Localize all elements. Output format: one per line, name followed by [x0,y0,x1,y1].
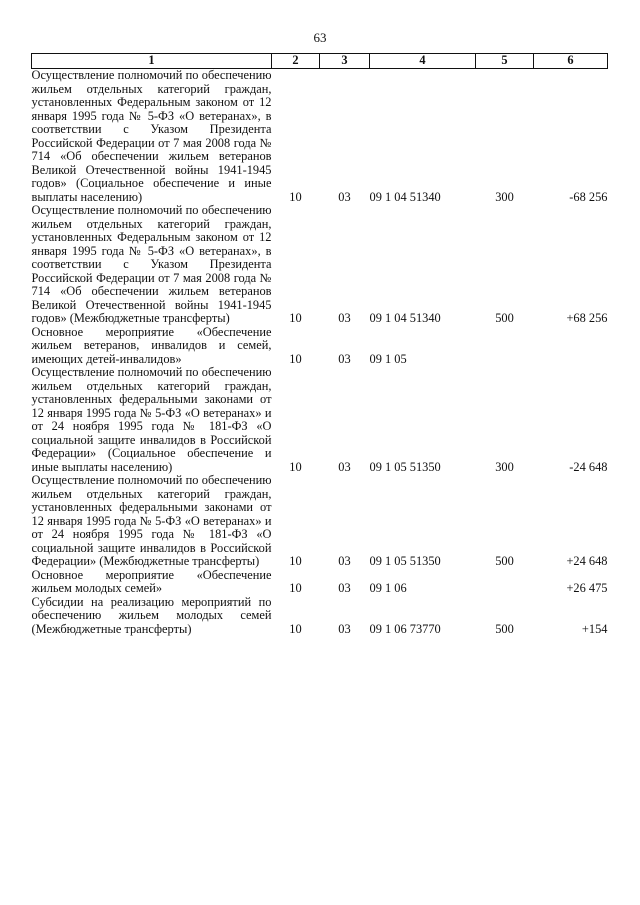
row-amount [534,326,608,367]
table-header-row [32,54,608,69]
row-subsection: 03 [338,189,351,204]
row-target-code: 09 1 05 [369,351,407,366]
row-subsection: 03 [338,351,351,366]
row-description: Основное мероприятие «Обеспечение жильем молодых семей» [31,567,272,595]
row-description: Основное мероприятие «Обеспечение жильем ветеранов, инвалидов и семей, имеющих детей-инвалидов» [31,324,272,366]
row-subsection: 03 [338,581,351,595]
row-expense-type [476,569,534,596]
row-section: 10 [289,459,302,474]
row-section: 10 [289,621,302,636]
row-target-code: 09 1 04 51340 [369,189,441,204]
row-target-code: 09 1 06 73770 [369,621,441,636]
row-amount: -68 256 [569,189,608,204]
row-expense-type: 500 [495,554,514,568]
row-expense-type [476,326,534,367]
row-target-code: 09 1 06 [369,581,407,595]
row-description: Осуществление полномочий по обеспечению жильем отдельных категорий граждан, установленных федеральными законами от 12 января 1995 года № 5-ФЗ «О ветеранах» и от 24 ноября 1995 года № 181-ФЗ «О социальной защите инвалидов в Российской Федерации» (Социальное обеспечение и иные выплаты населению) [31,365,272,474]
row-expense-type: 500 [495,621,514,636]
table-row [32,204,608,326]
table-row [32,474,608,569]
column-header-1: 1 [32,54,272,69]
row-subsection: 03 [338,621,351,636]
row-expense-type: 300 [495,189,514,204]
row-amount: +24 648 [566,554,608,568]
column-header-6: 6 [534,54,608,69]
column-header-4: 4 [370,54,476,69]
row-subsection: 03 [338,311,351,325]
column-header-5: 5 [476,54,534,69]
row-section: 10 [289,351,302,366]
row-expense-type: 500 [495,311,514,325]
row-amount: +68 256 [566,311,608,325]
table-row [32,569,608,596]
column-header-3: 3 [320,54,370,69]
column-header-2: 2 [272,54,320,69]
row-target-code: 09 1 04 51340 [369,311,441,325]
budget-table [31,53,608,636]
row-subsection: 03 [338,459,351,474]
row-target-code: 09 1 05 51350 [369,459,441,474]
row-target-code: 09 1 05 51350 [369,554,441,568]
row-amount: +26 475 [566,581,608,595]
row-amount: +154 [581,621,608,636]
row-amount: -24 648 [569,459,608,474]
row-section: 10 [289,189,302,204]
row-section: 10 [289,581,302,595]
table-row [32,366,608,474]
row-expense-type: 300 [495,459,514,474]
row-description: Осуществление полномочий по обеспечению жильем отдельных категорий граждан, установленных Федеральным законом от 12 января 1995 года № 5-ФЗ «О ветеранах», в соответствии с Указом Президента Российской Федерации от 7 мая 2008 года № 714 «Об обеспечении жильем ветеранов Великой Отечественной войны 1941-1945 годов» (Социальное обеспечение и иные выплаты населению) [31,68,272,204]
row-description: Осуществление полномочий по обеспечению жильем отдельных категорий граждан, установленных Федеральным законом от 12 января 1995 года № 5-ФЗ «О ветеранах», в соответствии с Указом Президента Российской Федерации от 7 мая 2008 года № 714 «Об обеспечении жильем ветеранов Великой Отечественной войны 1941-1945 годов» (Межбюджетные трансферты) [31,203,272,325]
row-description: Осуществление полномочий по обеспечению жильем отдельных категорий граждан, установленных федеральными законами от 12 января 1995 года № 5-ФЗ «О ветеранах» и от 24 ноября 1995 года № 181-ФЗ «О социальной защите инвалидов в Российской Федерации» (Межбюджетные трансферты) [31,473,272,568]
table-row [32,596,608,637]
page-number: 63 [313,30,327,45]
row-description: Субсидии на реализацию мероприятий по обеспечению жильем молодых семей (Межбюджетные трансферты) [31,594,272,636]
row-section: 10 [289,554,302,568]
table-row [32,326,608,367]
row-subsection: 03 [338,554,351,568]
table-row [32,69,608,205]
row-section: 10 [289,311,302,325]
